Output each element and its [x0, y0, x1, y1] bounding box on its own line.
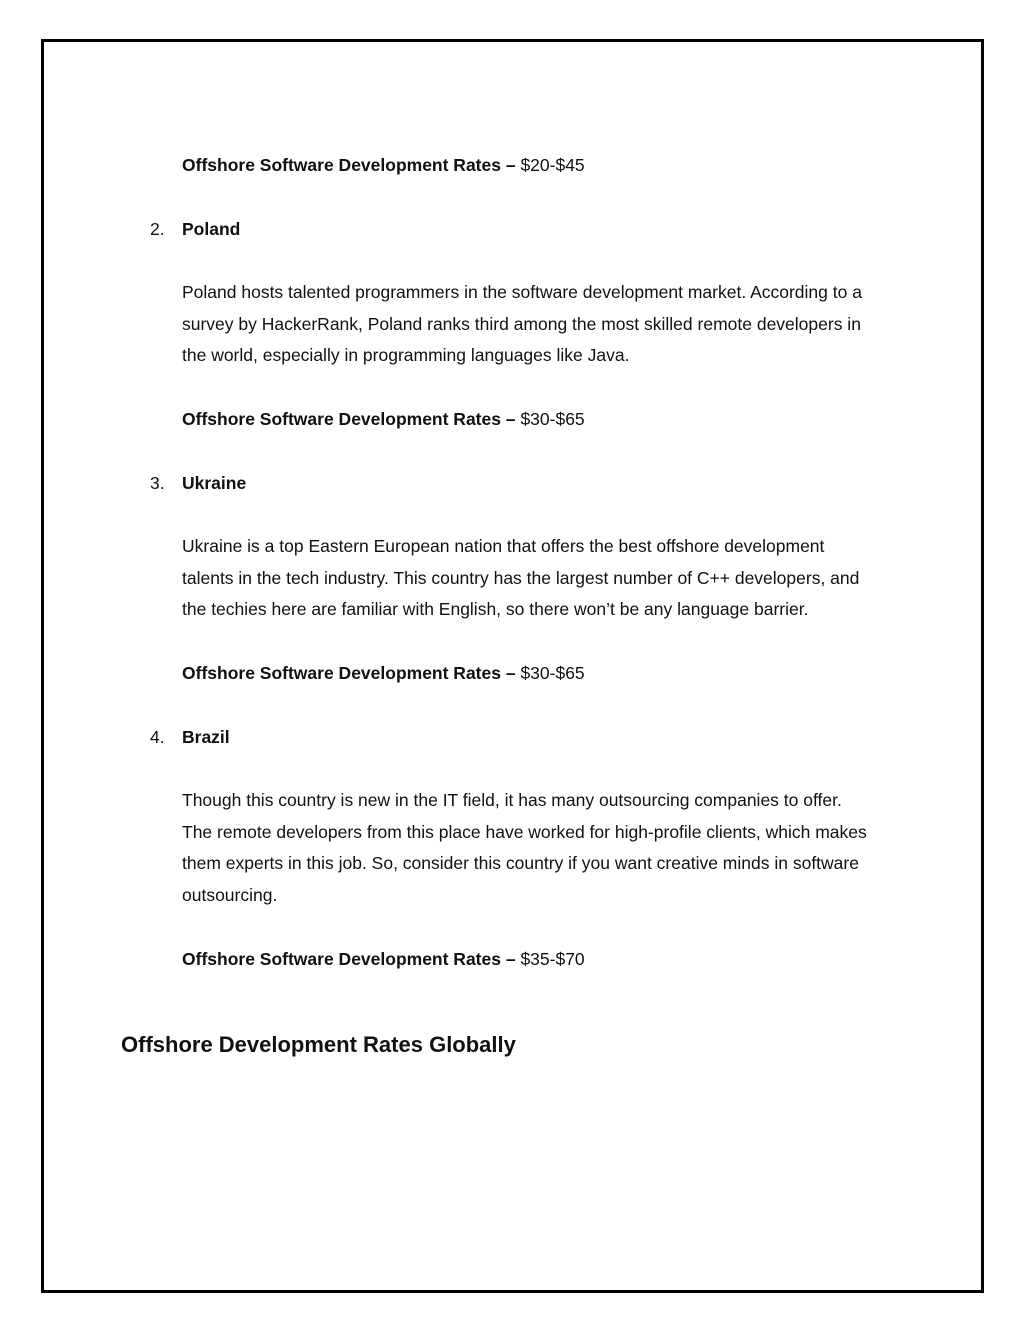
list-number: 4.	[150, 727, 165, 747]
rate-line-4	[182, 949, 585, 969]
paragraph-line: the world, especially in programming languages like Java.	[182, 345, 630, 366]
rate-value: $30-$65	[520, 409, 585, 429]
section-heading: Offshore Development Rates Globally	[121, 1032, 516, 1057]
list-item-paragraph	[182, 531, 912, 626]
paragraph-line: outsourcing.	[182, 885, 278, 906]
list-item-title: Ukraine	[182, 473, 247, 493]
paragraph-line: Ukraine is a top Eastern European nation that offers the best offshore development	[182, 536, 825, 556]
rate-label: Offshore Software Development Rates –	[182, 155, 516, 175]
list-item-title: Brazil	[182, 727, 230, 747]
rate-line-1	[182, 155, 585, 175]
paragraph-line: them experts in this job. So, consider this country if you want creative minds in software	[182, 853, 859, 874]
paragraph-line: Though this country is new in the IT field, it has many outsourcing companies to offer.	[182, 790, 842, 810]
paragraph-line: the techies here are familiar with English, so there won’t be any language barrier.	[182, 599, 809, 620]
document-content	[44, 42, 981, 1290]
paragraph-line: survey by HackerRank, Poland ranks third among the most skilled remote developers in	[182, 313, 861, 334]
rate-line-3	[182, 663, 585, 683]
list-item-title: Poland	[182, 219, 241, 239]
list-number: 2.	[150, 219, 165, 239]
rate-label: Offshore Software Development Rates –	[182, 663, 516, 683]
rate-label: Offshore Software Development Rates –	[182, 949, 516, 969]
rate-value: $20-$45	[520, 155, 585, 175]
paragraph-line: The remote developers from this place have worked for high-profile clients, which makes	[182, 821, 867, 842]
rate-value: $30-$65	[520, 663, 585, 683]
rate-value: $35-$70	[520, 949, 585, 969]
list-item-paragraph	[182, 785, 912, 912]
rate-line-2	[182, 409, 585, 429]
paragraph-line: Poland hosts talented programmers in the software development market. According to a	[182, 282, 862, 302]
page-frame	[41, 39, 984, 1293]
rate-label: Offshore Software Development Rates –	[182, 409, 516, 429]
list-item-paragraph	[182, 277, 912, 372]
paragraph-line: talents in the tech industry. This country has the largest number of C++ developers, and	[182, 567, 860, 588]
list-number: 3.	[150, 473, 165, 493]
